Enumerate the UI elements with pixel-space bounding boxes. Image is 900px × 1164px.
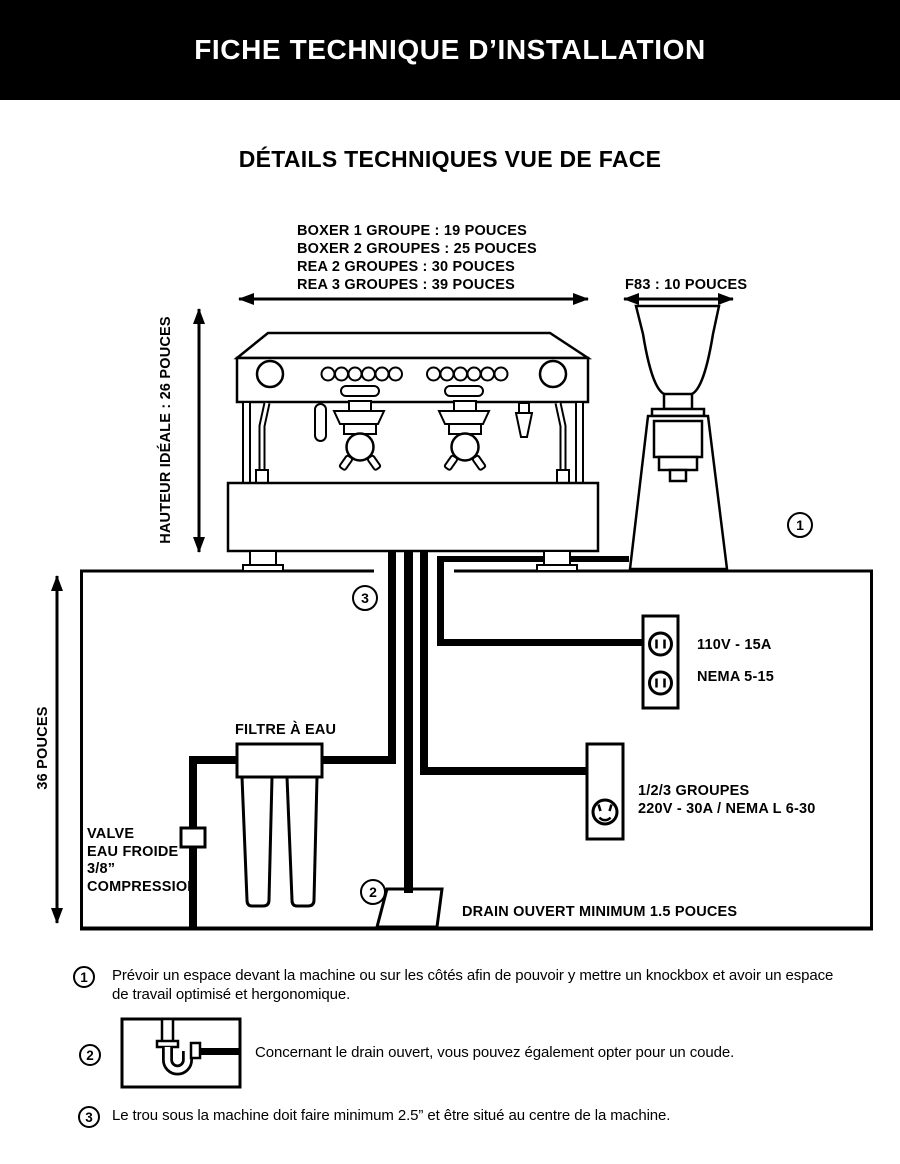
filter-head bbox=[237, 744, 322, 777]
filter-cartridge-2 bbox=[287, 777, 317, 906]
valve-label-line1: VALVE bbox=[87, 826, 135, 842]
grinder-width-label: F83 : 10 POUCES bbox=[625, 277, 748, 293]
note-3-text: Le trou sous la machine doit faire minimum 2.5” et être situé au centre de la machine. bbox=[112, 1107, 671, 1124]
counter-cabinet bbox=[80, 571, 873, 930]
nema-5-15-receptacle-icon bbox=[650, 672, 672, 694]
note-2-number: 2 bbox=[86, 1047, 94, 1063]
hot-water-spout bbox=[516, 403, 532, 437]
right-frame-leg bbox=[576, 402, 583, 483]
width-label-boxer1: BOXER 1 GROUPE : 19 POUCES bbox=[297, 223, 528, 239]
outlet-220v-rating: 220V - 30A / NEMA L 6-30 bbox=[638, 800, 816, 817]
machine-base bbox=[228, 483, 598, 551]
section-title: DÉTAILS TECHNIQUES VUE DE FACE bbox=[238, 146, 662, 172]
note-2-text: Concernant le drain ouvert, vous pouvez également opter pour un coude. bbox=[255, 1044, 735, 1061]
espresso-machine bbox=[228, 333, 598, 571]
group-head-2 bbox=[439, 401, 489, 470]
valve-label bbox=[87, 826, 198, 897]
valve-label-line3: 3/8” bbox=[87, 861, 116, 878]
water-supply-pipe bbox=[388, 551, 396, 764]
outlet-220v bbox=[587, 744, 623, 839]
outlet-110v bbox=[643, 616, 678, 708]
group-head-1 bbox=[334, 401, 384, 470]
drain-pipe bbox=[404, 551, 413, 893]
left-steam-wand bbox=[256, 403, 268, 483]
ideal-height-label: HAUTEUR IDÉALE : 26 POUCES bbox=[158, 316, 174, 544]
outlet-220v-groups: 1/2/3 GROUPES bbox=[638, 783, 750, 799]
right-steam-wand bbox=[557, 403, 569, 483]
grinder-hopper bbox=[636, 306, 719, 395]
cable-110v bbox=[437, 556, 629, 562]
nema-5-15-receptacle-icon bbox=[650, 633, 672, 655]
open-drain-label: DRAIN OUVERT MINIMUM 1.5 POUCES bbox=[462, 904, 738, 920]
open-drain-cup bbox=[377, 889, 442, 927]
note-2-marker bbox=[79, 1044, 101, 1066]
left-frame-leg bbox=[243, 402, 250, 483]
filter-cartridge-1 bbox=[242, 777, 272, 906]
width-label-rea2: REA 2 GROUPES : 30 POUCES bbox=[297, 259, 515, 275]
note-3-marker bbox=[78, 1106, 100, 1128]
valve-label-line4: COMPRESSION bbox=[87, 879, 198, 896]
water-filter bbox=[181, 744, 322, 906]
machine-width-labels bbox=[297, 222, 537, 294]
outlet-110v-rating: 110V - 15A bbox=[697, 637, 772, 653]
left-knob bbox=[257, 361, 283, 387]
note-1-text-line1: Prévoir un espace devant la machine ou sur les côtés afin de pouvoir y mettre un knockbox et avoir un espace bbox=[112, 967, 834, 984]
cable-220v bbox=[420, 551, 428, 775]
valve-label-line2: EAU FROIDE bbox=[87, 843, 179, 860]
steam-knob bbox=[315, 404, 326, 441]
grinder-chute bbox=[670, 470, 686, 481]
coffee-grinder bbox=[630, 306, 727, 569]
counter-height-label: 36 POUCES bbox=[35, 706, 51, 790]
page-title: FICHE TECHNIQUE D’INSTALLATION bbox=[194, 34, 706, 65]
note-1-number: 1 bbox=[80, 969, 88, 985]
water-filter-label: FILTRE À EAU bbox=[235, 722, 337, 738]
grinder-display bbox=[654, 421, 702, 457]
outlet-220v-label bbox=[638, 783, 816, 818]
note-1-marker bbox=[73, 966, 95, 988]
right-knob bbox=[540, 361, 566, 387]
note-1-text-line2: de travail optimisé et hergonomique. bbox=[112, 986, 351, 1003]
callout-2-number: 2 bbox=[369, 884, 377, 900]
width-label-rea3: REA 3 GROUPES : 39 POUCES bbox=[297, 277, 515, 293]
callout-3-number: 3 bbox=[361, 590, 369, 606]
p-trap-diagram bbox=[122, 1019, 240, 1087]
outlet-110v-nema: NEMA 5-15 bbox=[697, 669, 775, 685]
note-3-number: 3 bbox=[85, 1109, 93, 1125]
callout-1-number: 1 bbox=[796, 517, 804, 533]
width-label-boxer2: BOXER 2 GROUPES : 25 POUCES bbox=[297, 241, 537, 257]
